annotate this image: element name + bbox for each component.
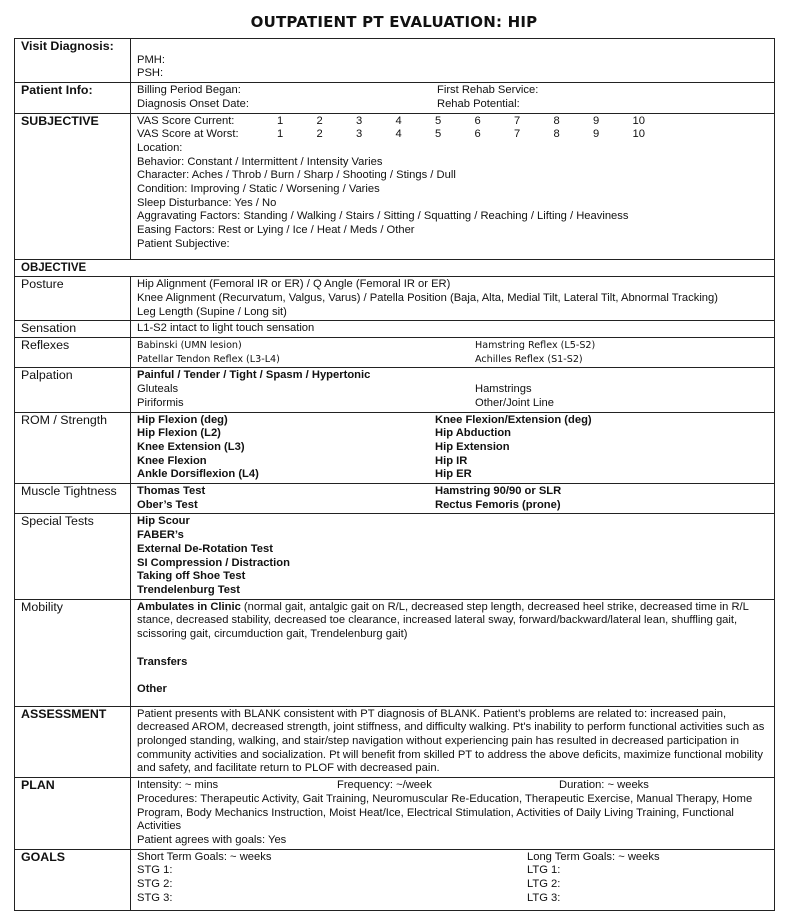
- visit-diagnosis-content: [131, 39, 775, 83]
- pmh-field[interactable]: PMH:: [137, 53, 165, 66]
- hamstring-reflex-field[interactable]: Hamstring Reflex (L5-S2): [475, 340, 596, 352]
- condition-options[interactable]: Condition: Improving / Static / Worsening / Varies: [137, 183, 380, 196]
- patient-info-row: [15, 83, 775, 113]
- vas-option[interactable]: 6: [474, 128, 481, 141]
- stg-field[interactable]: STG 2:: [137, 878, 173, 891]
- vas-option[interactable]: 10: [632, 128, 645, 141]
- objective-label: OBJECTIVE: [15, 259, 775, 277]
- palpation-options[interactable]: Painful / Tender / Tight / Spasm / Hypertonic: [137, 369, 371, 382]
- palpation-content: [131, 368, 775, 412]
- short-term-goals-heading: Short Term Goals: ~ weeks: [137, 850, 272, 863]
- vas-option[interactable]: 6: [474, 114, 481, 127]
- vas-worst-label: VAS Score at Worst:: [137, 128, 239, 141]
- billing-period-field[interactable]: Billing Period Began:: [137, 84, 241, 97]
- mobility-label: Mobility: [15, 599, 131, 706]
- vas-option[interactable]: 8: [553, 128, 560, 141]
- patient-subjective-field[interactable]: Patient Subjective:: [137, 237, 230, 250]
- vas-current-scale: [137, 115, 770, 129]
- reflexes-content: [131, 338, 775, 368]
- posture-content: [131, 277, 775, 321]
- muscle-tightness-content: [131, 484, 775, 514]
- sleep-options[interactable]: Sleep Disturbance: Yes / No: [137, 196, 277, 209]
- hamstring-test-field[interactable]: Hamstring 90/90 or SLR: [435, 485, 562, 498]
- special-tests-label: Special Tests: [15, 514, 131, 599]
- vas-option[interactable]: 3: [356, 114, 363, 127]
- subjective-content: [131, 113, 775, 259]
- reflexes-label: Reflexes: [15, 338, 131, 368]
- achilles-reflex-field[interactable]: Achilles Reflex (S1-S2): [475, 353, 583, 365]
- location-field[interactable]: Location:: [137, 141, 183, 154]
- plan-row: [15, 778, 775, 850]
- subjective-row: [15, 113, 775, 259]
- sensation-row: [15, 321, 775, 338]
- vas-option[interactable]: 5: [435, 114, 442, 127]
- vas-option[interactable]: 7: [514, 128, 521, 141]
- rom-strength-row: [15, 412, 775, 484]
- rom-strength-content: [131, 412, 775, 484]
- ambulates-heading: Ambulates in Clinic: [137, 600, 241, 613]
- hamstrings-field[interactable]: Hamstrings: [475, 383, 532, 396]
- mobility-content: [131, 599, 775, 706]
- vas-option[interactable]: 2: [316, 128, 323, 141]
- aggravating-options[interactable]: Aggravating Factors: Standing / Walking / Stairs / Sitting / Squatting / Reaching / Lifting / Heaviness: [137, 210, 629, 223]
- ltg-field[interactable]: LTG 1:: [527, 864, 561, 877]
- mobility-other-field[interactable]: Other: [137, 682, 167, 695]
- special-test-item[interactable]: Trendelenburg Test: [137, 584, 240, 596]
- piriformis-field[interactable]: Piriformis: [137, 396, 184, 409]
- vas-option[interactable]: 5: [435, 128, 442, 141]
- assessment-label: ASSESSMENT: [15, 706, 131, 778]
- sensation-label: Sensation: [15, 321, 131, 338]
- special-test-item[interactable]: SI Compression / Distraction: [137, 556, 290, 569]
- rom-item[interactable]: Hip Flexion (L2): [137, 427, 221, 440]
- rehab-potential-field[interactable]: Rehab Potential:: [437, 97, 520, 110]
- reflexes-row: [15, 338, 775, 368]
- ltg-field[interactable]: LTG 3:: [527, 891, 561, 904]
- special-tests-row: [15, 514, 775, 599]
- vas-worst-scale: [137, 128, 770, 142]
- rom-item[interactable]: Hip Abduction: [435, 427, 512, 440]
- patient-info-content: [131, 83, 775, 113]
- posture-row: [15, 277, 775, 321]
- rom-item[interactable]: Hip Flexion (deg): [137, 413, 228, 426]
- psh-field[interactable]: PSH:: [137, 67, 164, 80]
- rom-item[interactable]: Hip IR: [435, 454, 468, 467]
- long-term-goals-heading: Long Term Goals: ~ weeks: [527, 850, 660, 863]
- ober-test-field[interactable]: Ober’s Test: [137, 498, 198, 511]
- transfers-field[interactable]: Transfers: [137, 655, 188, 668]
- special-test-item[interactable]: Taking off Shoe Test: [137, 570, 246, 583]
- special-test-item[interactable]: FABER’s: [137, 529, 184, 542]
- ambulates-options: (normal gait, antalgic gait on R/L, decreased step length, decreased heel strike, decreased time in R/L stance, decreased stability, decreased toe clearance, increased lateral sway, forward/backward/lateral lean, shuffling gait, scissoring gait, circumduction gait, Trendelenburg gait): [137, 600, 749, 641]
- babinski-field[interactable]: Babinski (UMN lesion): [137, 340, 242, 352]
- rom-item[interactable]: Hip Extension: [435, 440, 510, 453]
- first-rehab-field[interactable]: First Rehab Service:: [437, 84, 539, 97]
- joint-line-field[interactable]: Other/Joint Line: [475, 396, 554, 409]
- vas-option[interactable]: 8: [553, 114, 560, 127]
- behavior-options[interactable]: Behavior: Constant / Intermittent / Intensity Varies: [137, 155, 383, 168]
- assessment-text[interactable]: Patient presents with BLANK consistent with PT diagnosis of BLANK. Patient’s problems are related to: increased pain, decreased AROM, decreased strength, joint stiffness, and difficulty walking. Pt's inability to perform functional activities such as prolonged standing, walking, and stair/step navigation without experiencing pain has resulted in decreased participation in community activities and socialization. Pt will benefit from skilled PT to address the above deficits, maximize functional mobility and safety, and facilitate return to PLOF with decreased pain.: [131, 706, 775, 778]
- patellar-reflex-field[interactable]: Patellar Tendon Reflex (L3-L4): [137, 353, 280, 365]
- goals-label: GOALS: [15, 849, 131, 911]
- special-tests-content: [131, 514, 775, 599]
- stg-field[interactable]: STG 3:: [137, 891, 173, 904]
- subjective-label: SUBJECTIVE: [15, 113, 131, 259]
- plan-content: [131, 778, 775, 850]
- rom-strength-label: ROM / Strength: [15, 412, 131, 484]
- special-test-item[interactable]: External De-Rotation Test: [137, 542, 273, 555]
- visit-diagnosis-label: Visit Diagnosis:: [15, 39, 131, 83]
- mobility-row: [15, 599, 775, 706]
- palpation-label: Palpation: [15, 368, 131, 412]
- easing-options[interactable]: Easing Factors: Rest or Lying / Ice / Heat / Meds / Other: [137, 224, 415, 237]
- vas-option[interactable]: 4: [395, 128, 402, 141]
- character-options[interactable]: Character: Aches / Throb / Burn / Sharp / Shooting / Stings / Dull: [137, 169, 456, 182]
- sensation-text[interactable]: L1-S2 intact to light touch sensation: [131, 321, 775, 338]
- intensity-field[interactable]: Intensity: ~ mins: [137, 779, 219, 792]
- objective-header-row: [15, 259, 775, 277]
- rom-item[interactable]: Knee Flexion/Extension (deg): [435, 413, 592, 426]
- vas-option[interactable]: 4: [395, 114, 402, 127]
- duration-field[interactable]: Duration: ~ weeks: [559, 779, 649, 792]
- assessment-row: [15, 706, 775, 778]
- vas-option[interactable]: 3: [356, 128, 363, 141]
- ambulates-field[interactable]: [137, 601, 770, 642]
- vas-option[interactable]: 9: [593, 128, 600, 141]
- vas-option[interactable]: 10: [632, 114, 645, 127]
- posture-label: Posture: [15, 277, 131, 321]
- gluteals-field[interactable]: Gluteals: [137, 383, 179, 396]
- ltg-field[interactable]: LTG 2:: [527, 878, 561, 891]
- vas-option[interactable]: 1: [277, 114, 284, 127]
- rom-item[interactable]: Knee Extension (L3): [137, 440, 245, 453]
- procedures-field[interactable]: Procedures: Therapeutic Activity, Gait Training, Neuromuscular Re-Education, Therapeutic Exercise, Manual Therapy, Home Program, Body Mechanics Instruction, Moist Heat/Ice, Electrical Stimulation, Activities of Daily Living Training, Functional Activities: [137, 792, 753, 833]
- rectus-femoris-field[interactable]: Rectus Femoris (prone): [435, 498, 561, 511]
- page-title: OUTPATIENT PT EVALUATION: HIP: [250, 13, 538, 31]
- frequency-field[interactable]: Frequency: ~/week: [337, 779, 432, 792]
- muscle-tightness-label: Muscle Tightness: [15, 484, 131, 514]
- rom-item[interactable]: Ankle Dorsiflexion (L4): [137, 468, 259, 481]
- thomas-test-field[interactable]: Thomas Test: [137, 485, 206, 498]
- knee-alignment-options[interactable]: Knee Alignment (Recurvatum, Valgus, Varus) / Patella Position (Baja, Alta, Medial Tilt, Lateral Tilt, Abnormal Tracking): [137, 291, 718, 304]
- stg-field[interactable]: STG 1:: [137, 864, 173, 877]
- evaluation-form: [14, 38, 775, 911]
- vas-option[interactable]: 7: [514, 114, 521, 127]
- goals-content: [131, 849, 775, 911]
- palpation-row: [15, 368, 775, 412]
- muscle-tightness-row: [15, 484, 775, 514]
- agrees-with-goals-field[interactable]: Patient agrees with goals: Yes: [137, 833, 287, 846]
- leg-length-options[interactable]: Leg Length (Supine / Long sit): [137, 305, 287, 318]
- plan-label: PLAN: [15, 778, 131, 850]
- onset-date-field[interactable]: Diagnosis Onset Date:: [137, 97, 249, 110]
- goals-row: [15, 849, 775, 911]
- vas-option[interactable]: 2: [316, 114, 323, 127]
- vas-current-label: VAS Score Current:: [137, 114, 235, 127]
- rom-item[interactable]: Knee Flexion: [137, 454, 207, 467]
- rom-item[interactable]: Hip ER: [435, 468, 472, 481]
- visit-diagnosis-row: [15, 39, 775, 83]
- patient-info-label: Patient Info:: [15, 83, 131, 113]
- special-test-item[interactable]: Hip Scour: [137, 515, 190, 528]
- hip-alignment-options[interactable]: Hip Alignment (Femoral IR or ER) / Q Angle (Femoral IR or ER): [137, 278, 451, 291]
- vas-option[interactable]: 1: [277, 128, 284, 141]
- vas-option[interactable]: 9: [593, 114, 600, 127]
